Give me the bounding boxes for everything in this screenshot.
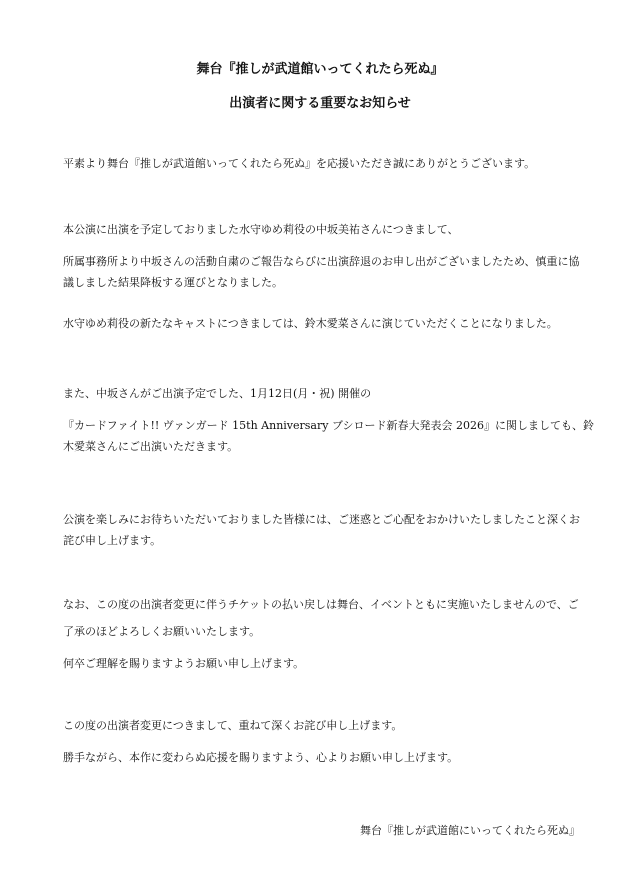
greeting-line: 平素より舞台『推しが武道館いってくれたら死ぬ』を応援いただき誠にありがとうございます。 [63,157,536,170]
body-line: 木愛菜さんにご出演いただきます。 [63,440,239,453]
body-line: 詫び申し上げます。 [63,534,162,547]
body-line: また、中坂さんがご出演予定でした、1月12日(月・祝) 開催の [63,387,372,400]
signature: 舞台『推しが武道館にいってくれたら死ぬ』 [360,824,580,837]
document-title: 舞台『推しが武道館いってくれたら死ぬ』 [196,62,444,77]
document-subtitle: 出演者に関する重要なお知らせ [229,96,411,111]
body-line: 了承のほどよろしくお願いいたします。 [63,625,261,638]
body-line: 公演を楽しみにお待ちいただいておりました皆様には、ご迷惑とご心配をおかけいたしましたこと深くお [63,513,580,526]
body-line: 本公演に出演を予定しておりました水守ゆめ莉役の中坂美祐さんにつきまして、 [63,223,459,236]
body-line: 水守ゆめ莉役の新たなキャストにつきましては、鈴木愛菜さんに演じていただくことになりました。 [63,317,558,330]
body-line: 『カードファイト!! ヴァンガード 15th Anniversary ブシロード新春大発表会 2026』に関しましても、鈴 [63,419,595,432]
body-line: 議しました結果降板する運びとなりました。 [63,276,283,289]
body-line: 何卒ご理解を賜りますようお願い申し上げます。 [63,657,305,670]
body-line: 勝手ながら、本作に変わらぬ応援を賜りますよう、心よりお願い申し上げます。 [63,751,459,764]
body-line: 所属事務所より中坂さんの活動自粛のご報告ならびに出演辞退のお申し出がございましたため、慎重に協 [63,255,580,268]
body-line: この度の出演者変更につきまして、重ねて深くお詫び申し上げます。 [63,719,403,732]
body-line: なお、この度の出演者変更に伴うチケットの払い戻しは舞台、イベントともに実施いたしませんので、ご [63,598,579,611]
